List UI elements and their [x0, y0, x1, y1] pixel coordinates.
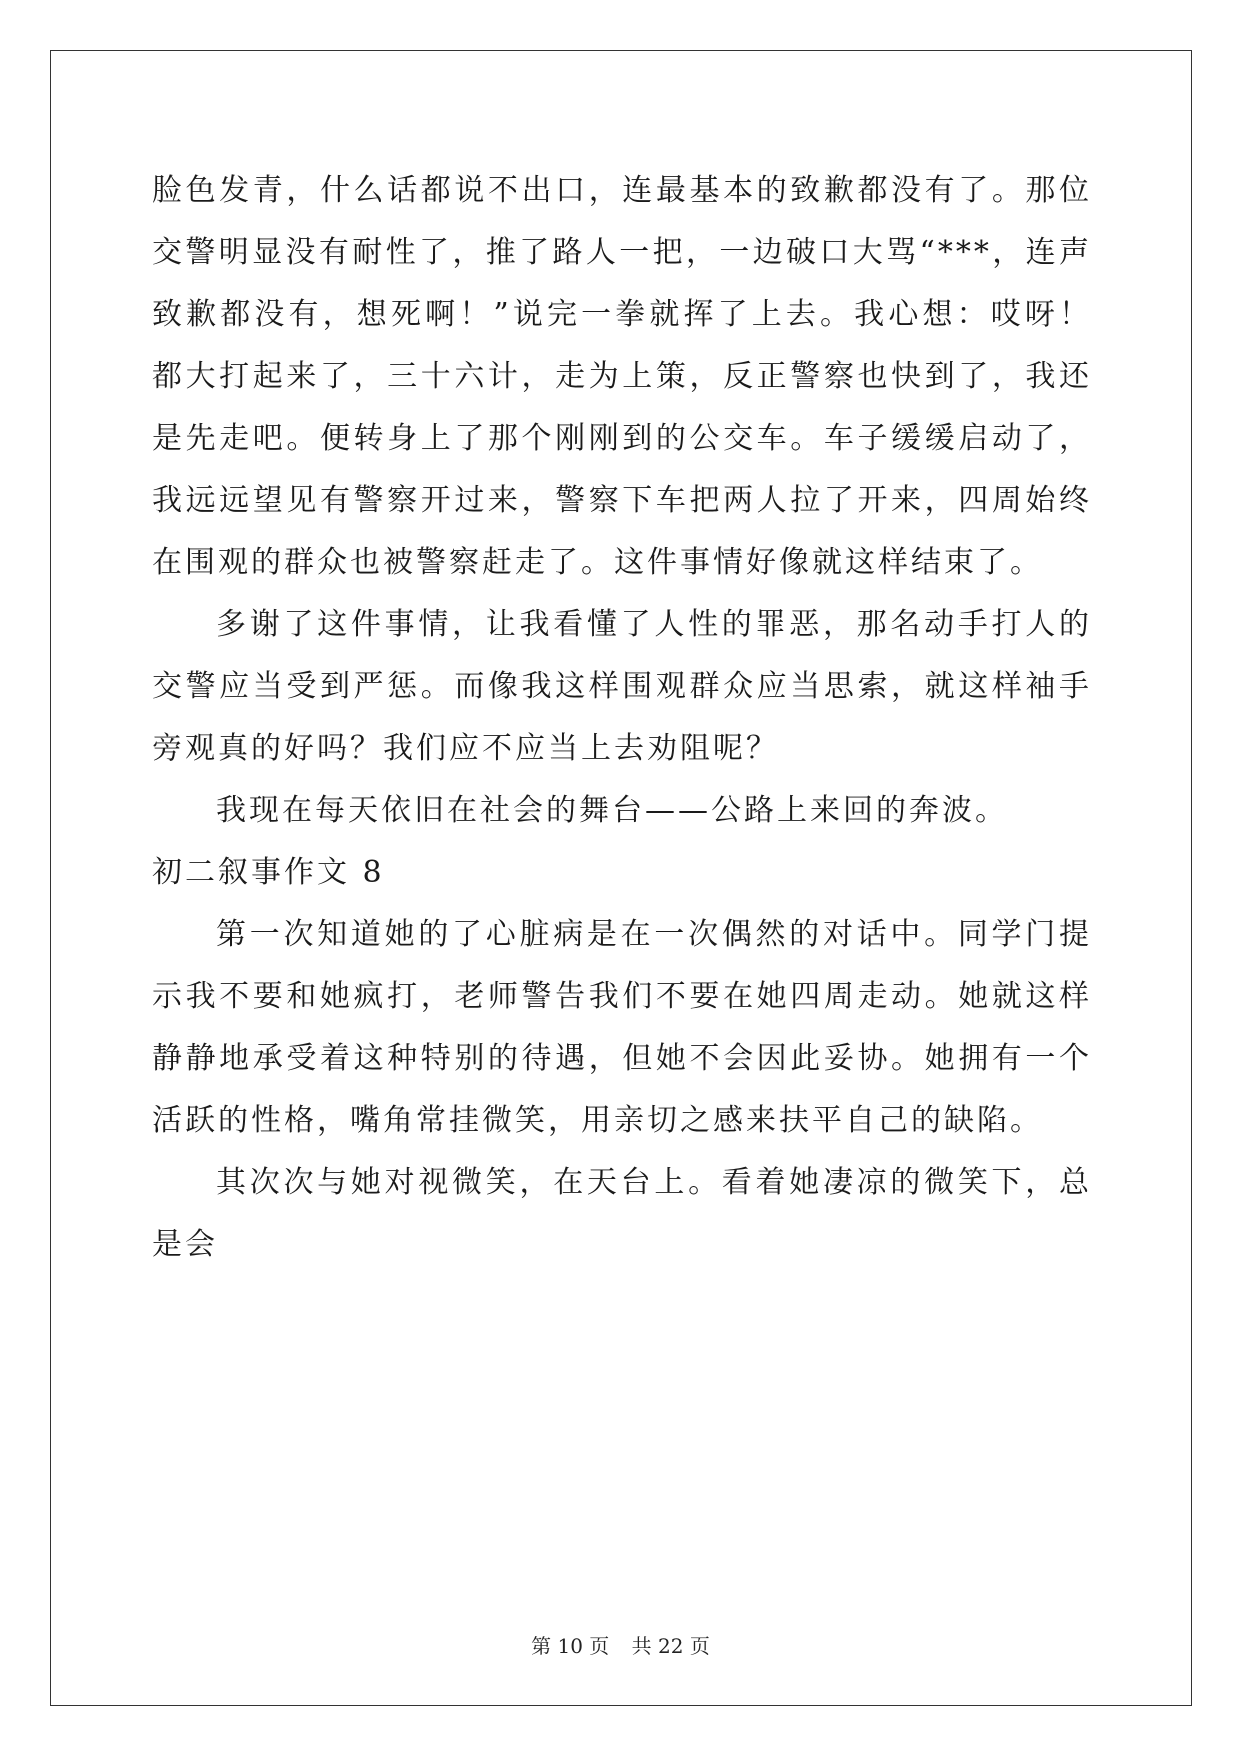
page-footer: [0, 1630, 1241, 1659]
document-body: [152, 160, 1092, 1276]
paragraph-first-knowledge: 第一次知道她的了心脏病是在一次偶然的对话中。同学门提示我不要和她疯打，老师警告我们不要在她四周走动。她就这样静静地承受着这种特别的待遇，但她不会因此妥协。她拥有一个活跃的性格，嘴角常挂微笑，用亲切之感来扶平自己的缺陷。: [152, 917, 1092, 1138]
paragraph-closing: 我现在每天依旧在社会的舞台——公路上来回的奔波。: [216, 793, 1008, 828]
paragraph-second-smile: 其次次与她对视微笑，在天台上。看着她凄凉的微笑下，总是会: [152, 1165, 1092, 1262]
page-number: 第 10 页: [531, 1634, 610, 1658]
paragraph-continuation: 脸色发青，什么话都说不出口，连最基本的致歉都没有了。那位交警明显没有耐性了，推了路人一把，一边破口大骂“***，连声致歉都没有，想死啊！”说完一拳就挥了上去。我心想：哎呀！都大打起来了，三十六计，走为上策，反正警察也快到了，我还是先走吧。便转身上了那个刚刚到的公交车。车子缓缓启动了，我远远望见有警察开过来，警察下车把两人拉了开来，四周始终在围观的群众也被警察赶走了。这件事情好像就这样结束了。: [152, 173, 1092, 580]
paragraph-reflection: 多谢了这件事情，让我看懂了人性的罪恶，那名动手打人的交警应当受到严惩。而像我这样围观群众应当思索，就这样袖手旁观真的好吗？我们应不应当上去劝阻呢？: [152, 607, 1092, 766]
page-total: 共 22 页: [631, 1634, 710, 1658]
essay-heading: 初二叙事作文 8: [152, 855, 385, 890]
